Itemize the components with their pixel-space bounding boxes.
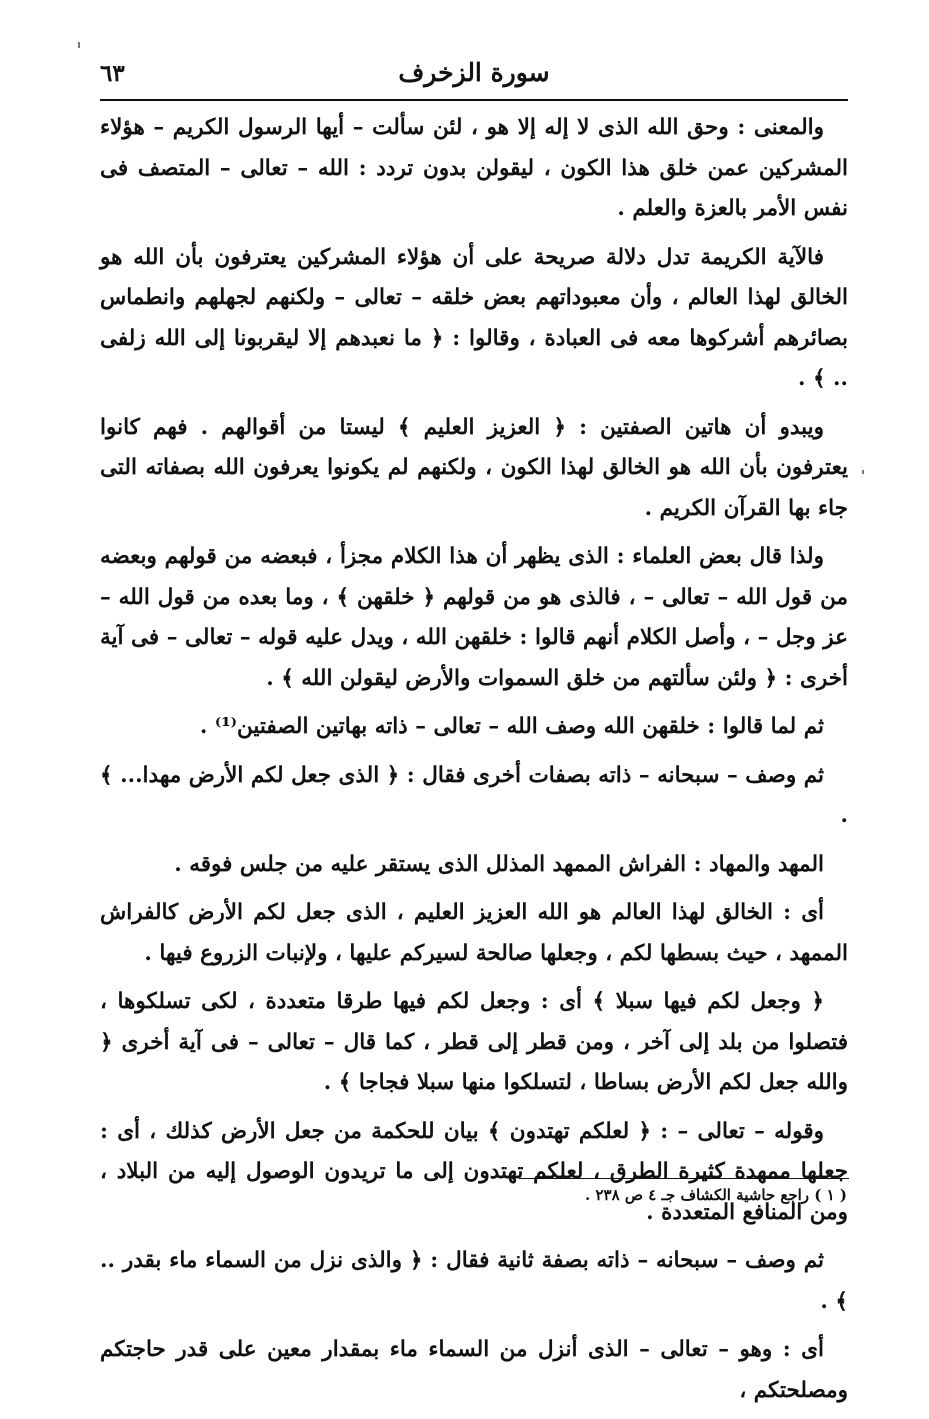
paragraph: وقوله – تعالى – : ﴿ لعلكم تهتدون ﴾ بيان للحكمة من جعل الأرض كذلك ، أى : جعلها ممهدة كثيرة الطرق ، لعلكم تهتدون إلى ما تريدون الوصول إليه من البلاد ، ومن المنافع المتعددة . <box>100 1118 848 1225</box>
scan-speck <box>78 42 80 48</box>
paragraph: ويبدو أن هاتين الصفتين : ﴿ العزيز العليم ﴾ ليستا من أقوالهم . فهم كانوا يعترفون بأن الله هو الخالق لهذا الكون ، ولكنهم لم يكونوا يعرفون الله بصفاته التى جاء بها القرآن الكريم . <box>100 414 848 521</box>
main-text <box>100 108 848 1419</box>
paragraph: والمعنى : وحق الله الذى لا إله إلا هو ، لئن سألت – أيها الرسول الكريم – هؤلاء المشركين عمن خلق هذا الكون ، ليقولن بدون تردد : الله – تعالى – المتصف فى نفس الأمر بالعزة والعلم . <box>100 115 848 221</box>
paragraph: ثم وصف – سبحانه – ذاته بصفة ثانية فقال : ﴿ والذى نزل من السماء ماء بقدر .. ﴾ . <box>100 1248 848 1314</box>
page-header <box>100 52 848 98</box>
paragraph: ولذا قال بعض العلماء : الذى يظهر أن هذا الكلام مجزأ ، فبعضه من قولهم وبعضه من قول الله – تعالى – ، فالذى هو من قولهم ﴿ خلقهن ﴾ ، وما بعده من قول الله – عز وجل – ، وأصل الكلام أنهم قالوا : خلقهن الله ، ويدل عليه قوله – تعالى – فى آية أخرى : ﴿ ولئن سألتهم من خلق السموات والأرض ليقولن الله ﴾ . <box>100 544 848 691</box>
paragraph: فالآية الكريمة تدل دلالة صريحة على أن هؤلاء المشركين يعترفون بأن الله هو الخالق لهذا العالم ، وأن معبوداتهم بعض خلقه – تعالى – ولكنهم لجهلهم وانطماس بصائرهم أشركوها معه فى العبادة ، وقالوا : ﴿ ما نعبدهم إلا ليقربونا إلى الله زلفى .. ﴾ . <box>100 244 848 391</box>
paragraph: أى : الخالق لهذا العالم هو الله العزيز العليم ، الذى جعل لكم الأرض كالفراش الممهد ، حيث بسطها لكم ، وجعلها صالحة لسيركم عليها ، ولإنبات الزروع فيها . <box>100 900 848 966</box>
scan-speck <box>862 470 864 474</box>
page-number: ٦٣ <box>100 60 125 87</box>
paragraph: ثم وصف – سبحانه – ذاته بصفات أخرى فقال : ﴿ الذى جعل لكم الأرض مهدا... ﴾ . <box>100 762 848 828</box>
header-divider <box>100 99 848 101</box>
paragraph: ثم لما قالوا : خلقهن الله وصف الله – تعالى – ذاته بهاتين الصفتين⁽¹⁾ . <box>199 714 824 739</box>
paragraph: أى : وهو – تعالى – الذى أنزل من السماء ماء بمقدار معين على قدر حاجتكم ومصلحتكم ، <box>100 1337 848 1403</box>
footnote-divider <box>519 1178 849 1179</box>
paragraph: ﴿ وجعل لكم فيها سبلا ﴾ أى : وجعل لكم فيها طرقا متعددة ، لكى تسلكوها ، فتصلوا من بلد إلى آخر ، ومن قطر إلى قطر ، كما قال – تعالى – فى آية أخرى ﴿ والله جعل لكم الأرض بساطا ، لتسلكوا منها سبلا فجاجا ﴾ . <box>100 989 848 1095</box>
surah-title: سورة الزخرف <box>398 58 550 87</box>
paragraph: المهد والمهاد : الفراش الممهد المذلل الذى يستقر عليه من جلس فوقه . <box>174 851 824 877</box>
footnote: ( ١ ) راجع حاشية الكشاف جـ ٤ ص ٢٣٨ . <box>585 1186 847 1204</box>
